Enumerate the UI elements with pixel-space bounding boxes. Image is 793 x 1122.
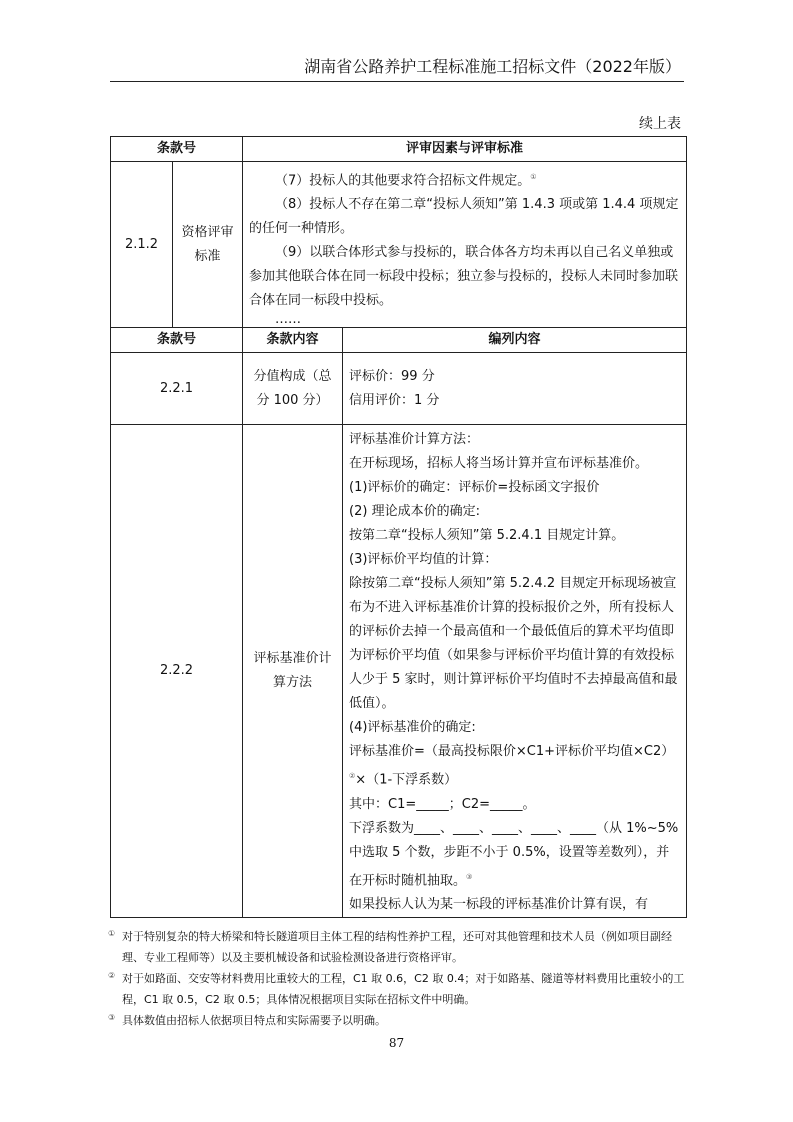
table-row-2-1-2 bbox=[111, 162, 687, 328]
criteria-line-7: （7）投标人的其他要求符合招标文件规定。 bbox=[275, 173, 531, 189]
qualification-criteria bbox=[243, 162, 687, 328]
content-benchmark-method: 评标基准价计算方法 bbox=[243, 425, 343, 918]
footnote-text-2: 对于如路面、交安等材料费用比重较大的工程，C1 取 0.6，C2 取 0.4；对于如路基、隧道等材料费用比重较小的工程，C1 取 0.5，C2 取 0.5；具体情况根据项目实际在招标文件中明确。 bbox=[122, 972, 685, 1006]
footnote-3 bbox=[110, 1010, 690, 1031]
table1-header-row bbox=[111, 137, 687, 162]
header2-content: 条款内容 bbox=[243, 328, 343, 353]
method-line-3: (1)评标价的确定：评标价=投标函文字报价 bbox=[349, 480, 600, 496]
score-line-2: 信用评价：1 分 bbox=[349, 392, 440, 408]
criteria-line-8: （8）投标人不存在第二章“投标人须知”第 1.4.3 项或第 1.4.4 项规定的任何一种情形。 bbox=[249, 197, 679, 237]
method-line-11: 其中：C1=_____；C2=_____。 bbox=[349, 796, 536, 812]
method-line-1: 评标基准价计算方法： bbox=[349, 432, 480, 448]
method-line-4: (2) 理论成本价的确定: bbox=[349, 504, 480, 520]
detail-score-composition bbox=[343, 353, 687, 425]
footnote-2 bbox=[110, 968, 690, 1010]
footnote-ref-1: ① bbox=[530, 173, 537, 181]
method-line-6: (3)评标价平均值的计算： bbox=[349, 552, 498, 568]
method-line-2: 在开标现场，招标人将当场计算并宣布评标基准价。 bbox=[349, 456, 649, 472]
footnote-ref-2: ② bbox=[349, 772, 356, 781]
detail-benchmark-method bbox=[343, 425, 687, 918]
method-line-7: 除按第二章“投标人须知”第 5.2.4.2 目规定开标现场被宣布为不进入评标基准价计算的投标报价之外，所有投标人的评标价去掉一个最高值和一个最低值后的算术平均值即为评标价平均值（如果参与评标价平均值计算的有效投标人少于 5 家时，则计算评标价平均值时不去掉最高值和最低值）。 bbox=[349, 576, 678, 712]
method-line-8: (4)评标基准价的确定: bbox=[349, 720, 476, 736]
method-line-13: 如果投标人认为某一标段的评标基准价计算有误，有 bbox=[349, 896, 649, 912]
footnote-mark-2: ② bbox=[108, 971, 116, 980]
method-line-5: 按第二章“投标人须知”第 5.2.4.1 目规定计算。 bbox=[349, 528, 625, 544]
evaluation-table bbox=[110, 136, 687, 918]
method-line-9: 评标基准价=（最高投标限价×C1+评标价平均值×C2） bbox=[349, 744, 675, 760]
content-score-composition: 分值构成（总分 100 分） bbox=[243, 353, 343, 425]
score-line-1: 评标价：99 分 bbox=[349, 368, 435, 384]
header2-clause-no: 条款号 bbox=[111, 328, 243, 353]
header-rule bbox=[110, 81, 684, 82]
header2-detail: 编列内容 bbox=[343, 328, 687, 353]
footnote-text-1: 对于特别复杂的特大桥梁和特长隧道项目主体工程的结构性养护工程，还可对其他管理和技术人员（例如项目副经理、专业工程师等）以及主要机械设备和试验检测设备进行资格评审。 bbox=[122, 930, 672, 964]
header-clause-no: 条款号 bbox=[111, 137, 243, 162]
table-row-2-2-1 bbox=[111, 353, 687, 425]
footnote-mark-1: ① bbox=[108, 929, 116, 938]
criteria-line-9: （9）以联合体形式参与投标的，联合体各方均未再以自己名义单独或参加其他联合体在同一标段中投标；独立参与投标的，投标人未同时参加联合体在同一标段中投标。 bbox=[249, 245, 679, 309]
footnote-text-3: 具体数值由招标人依据项目特点和实际需要予以明确。 bbox=[122, 1014, 386, 1027]
method-line-10: ×（1-下浮系数） bbox=[355, 772, 458, 788]
header-factor: 评审因素与评审标准 bbox=[243, 137, 687, 162]
criteria-ellipsis: …… bbox=[275, 312, 302, 328]
page-number: 87 bbox=[388, 1036, 405, 1050]
page-header-title: 湖南省公路养护工程标准施工招标文件（2022年版） bbox=[304, 57, 681, 76]
footnote-mark-3: ③ bbox=[108, 1013, 116, 1022]
continued-label: 续上表 bbox=[639, 116, 681, 132]
clause-2-2-2: 2.2.2 bbox=[111, 425, 243, 918]
footnotes bbox=[110, 926, 690, 1031]
label-qualification: 资格评审标准 bbox=[173, 162, 243, 328]
footnote-1 bbox=[110, 926, 690, 968]
table-row-2-2-2 bbox=[111, 425, 687, 918]
clause-2-2-1: 2.2.1 bbox=[111, 353, 243, 425]
table2-header-row bbox=[111, 328, 687, 353]
clause-2-1-2: 2.1.2 bbox=[111, 162, 173, 328]
method-line-12: 下浮系数为____、____、____、____、____（从 1%~5%中选取 5 个数，步距不小于 0.5%，设置等差数列），并在开标时随机抽取。 bbox=[349, 820, 679, 888]
footnote-ref-3: ③ bbox=[466, 872, 473, 881]
